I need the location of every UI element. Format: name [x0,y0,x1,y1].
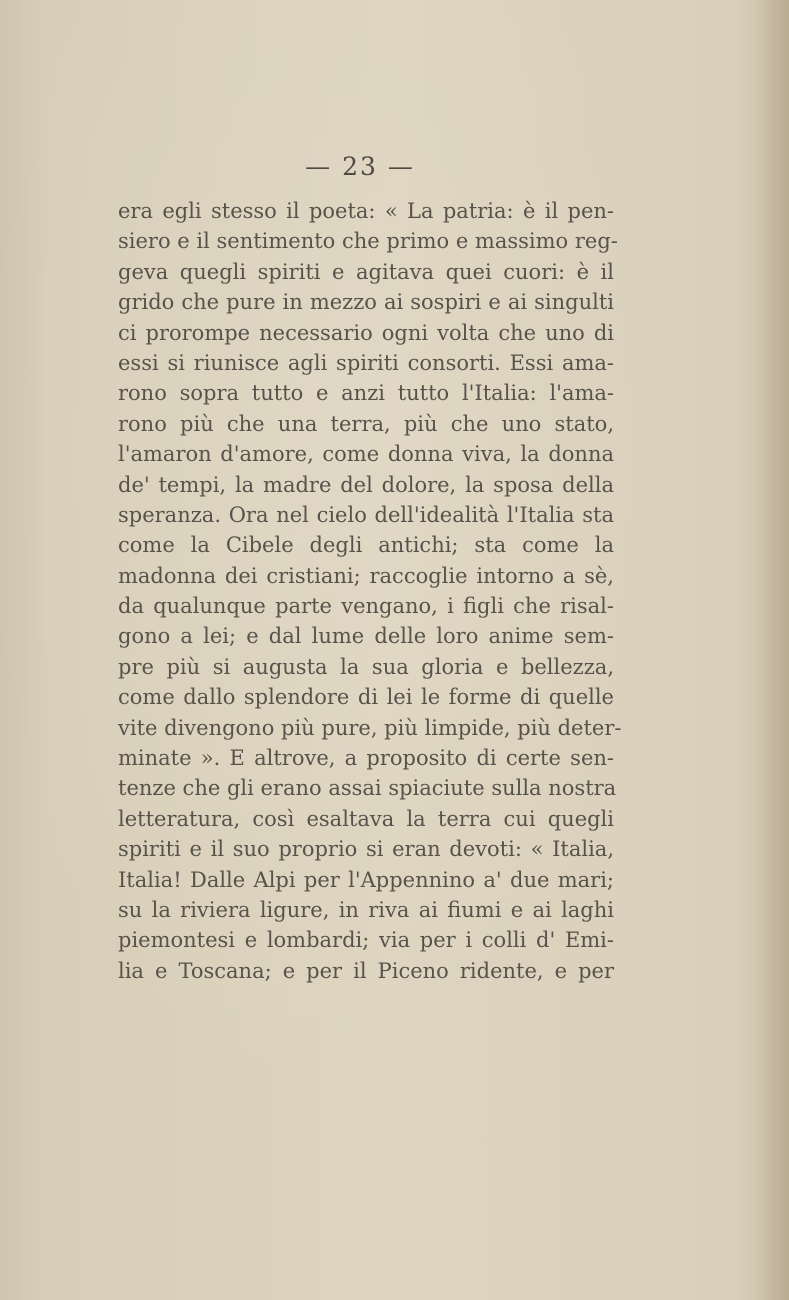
text-line: su la riviera ligure, in riva ai fiumi e ai laghi [118,897,614,922]
text-line: vite divengono più pure, più limpide, più deter- [118,715,622,740]
text-line: gono a lei; e dal lume delle loro anime sem- [118,624,614,649]
text-line: tenze che gli erano assai spiaciute sulla nostra [118,776,617,801]
text-line: madonna dei cristiani; raccoglie intorno a sè, [118,563,614,588]
text-line: come dallo splendore di lei le forme di quelle [118,685,614,710]
text-line: Italia! Dalle Alpi per l'Appennino a' due mari; [118,867,614,892]
text-line: siero e il sentimento che primo e massimo reg- [118,229,618,254]
text-line: speranza. Ora nel cielo dell'idealità l'Italia sta [118,502,614,527]
text-line: ci prorompe necessario ogni volta che uno di [118,320,614,345]
text-line: geva quegli spiriti e agitava quei cuori: è il [118,259,614,284]
page-number: — 23 — [305,152,415,181]
text-line: l'amaron d'amore, come donna viva, la donna [118,442,614,467]
text-line: de' tempi, la madre del dolore, la sposa della [118,472,614,497]
text-line: letteratura, così esaltava la terra cui quegli [118,806,614,831]
text-line: spiriti e il suo proprio si eran devoti: « Italia, [118,837,614,862]
text-line: pre più si augusta la sua gloria e bellezza, [118,654,614,679]
text-line: come la Cibele degli antichi; sta come la [118,533,614,558]
text-line: da qualunque parte vengano, i figli che risal- [118,594,614,619]
text-line: era egli stesso il poeta: « La patria: è il pen- [118,199,614,223]
text-line: rono sopra tutto e anzi tutto l'Italia: l'ama- [118,381,614,406]
text-line: lia e Toscana; e per il Piceno ridente, e per [118,958,614,983]
text-line: rono più che una terra, più che uno stato, [118,411,614,436]
text-line: essi si riunisce agli spiriti consorti. Essi ama- [118,350,614,375]
text-line: grido che pure in mezzo ai sospiri e ai singulti [118,290,614,315]
body-text [118,196,622,986]
text-line: piemontesi e lombardi; via per i colli d' Emi- [118,928,614,953]
text-line: minate ». E altrove, a proposito di certe sen- [118,746,614,771]
page-edge-shadow [753,0,789,1300]
